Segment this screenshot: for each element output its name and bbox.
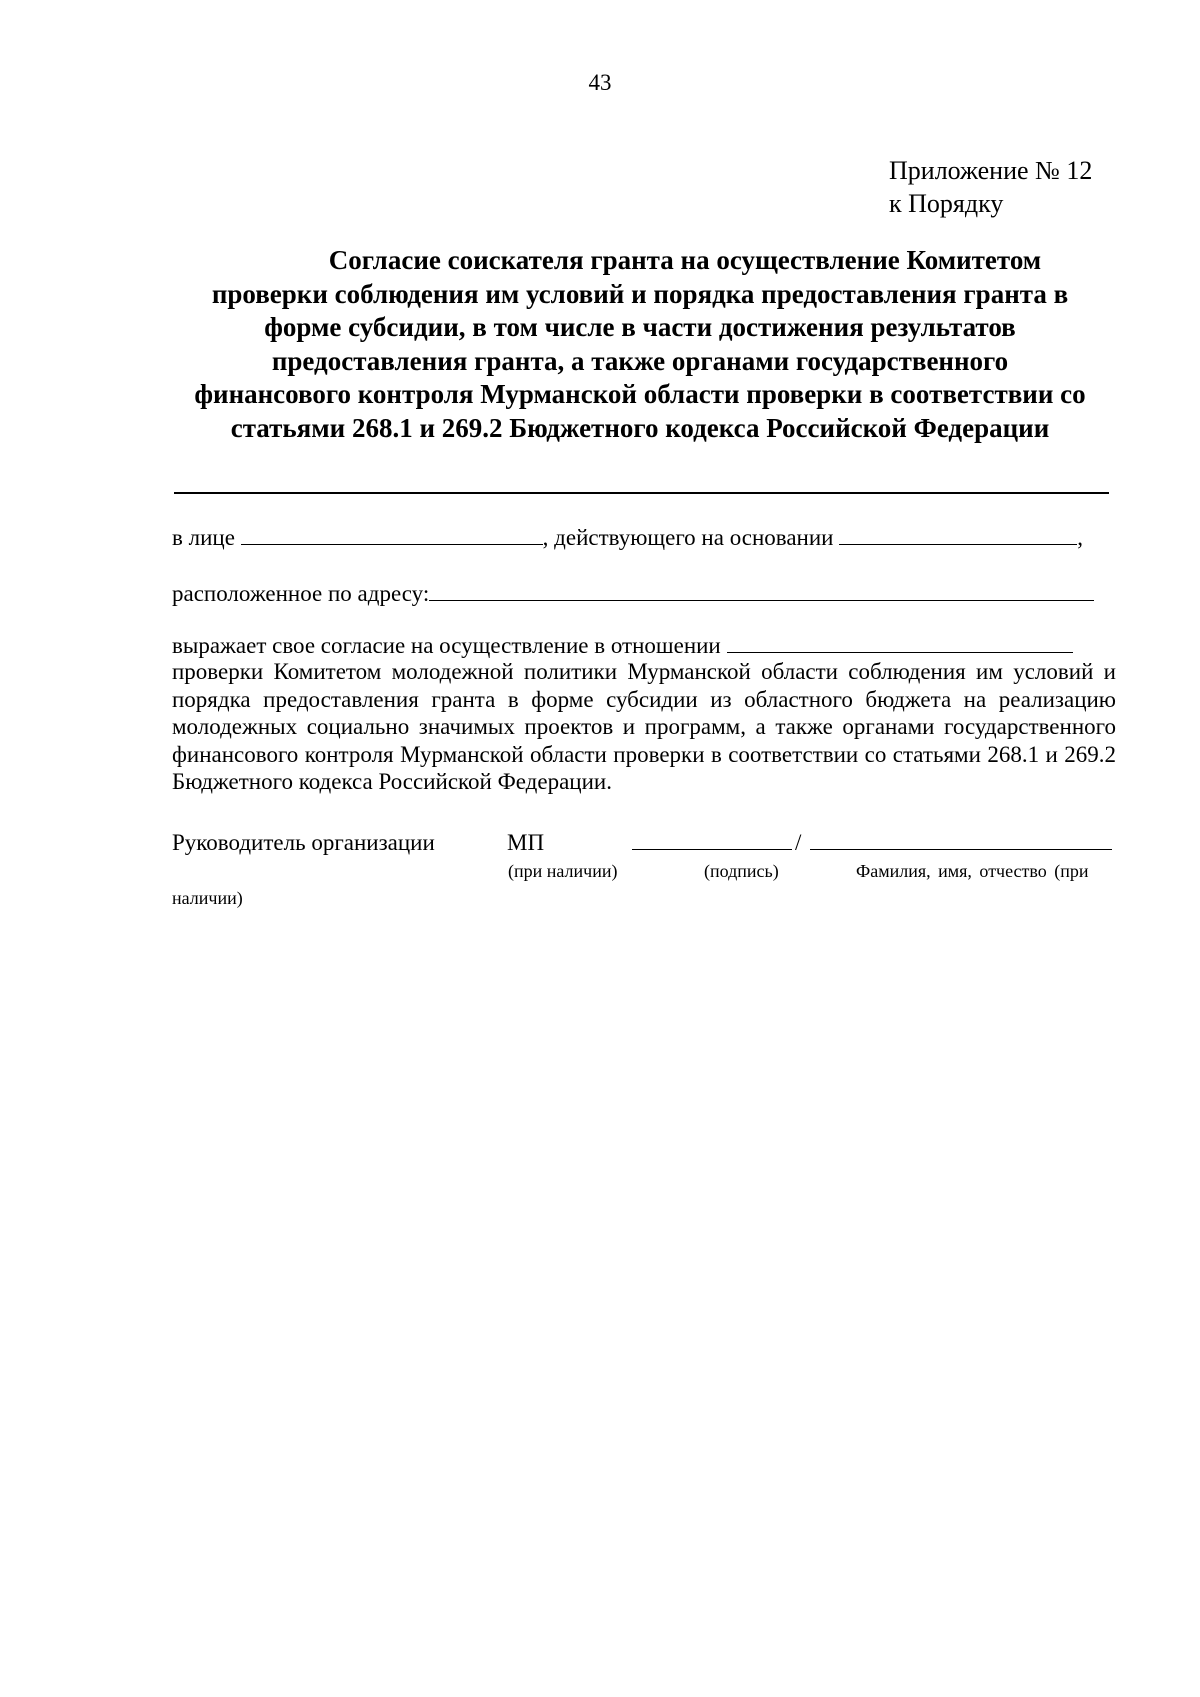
full-name-field[interactable] (810, 829, 1112, 850)
appendix-header (889, 154, 1092, 220)
stamp-note: (при наличии) (508, 861, 618, 881)
document-title (165, 244, 1115, 445)
full-name-note-continued: наличии) (172, 888, 243, 908)
title-line-6: статьями 268.1 и 269.2 Бюджетного кодекса Российской Федерации (230, 412, 1050, 443)
title-line-1: Согласие соискателя гранта на осуществление Комитетом (328, 245, 1042, 275)
page-number: 43 (588, 70, 612, 95)
consent-subject-field[interactable] (727, 632, 1073, 653)
appendix-reference: к Порядку (889, 189, 1004, 218)
organization-name-line[interactable] (174, 492, 1109, 494)
full-name-note: Фамилия, имя, отчество (при (856, 861, 1089, 881)
represented-by-row (172, 524, 1083, 551)
signature-field[interactable] (632, 829, 792, 850)
representative-name-field[interactable] (241, 524, 543, 545)
acting-basis-label: , действующего на основании (542, 525, 834, 550)
address-label: расположенное по адресу: (172, 581, 430, 606)
consent-intro-row (172, 632, 1073, 659)
acting-basis-field[interactable] (839, 524, 1077, 545)
title-line-4: предоставления гранта, а также органами государственного (271, 345, 1009, 376)
trailing-comma: , (1077, 525, 1083, 550)
stamp-label: МП (507, 830, 545, 855)
appendix-number: Приложение № 12 (889, 156, 1093, 185)
consent-text: проверки Комитетом молодежной политики Мурманской области соблюдения им условий и порядка предоставления гранта в форме субсидии из областного бюджета на реализацию молодежных социально значимых проектов и программ, а также органами государственного финансового контроля Мурманской области проверки в соответствии со статьями 268.1 и 269.2 Бюджетного кодекса Российской Федерации. (172, 659, 1116, 794)
signature-slash: / (795, 830, 802, 855)
title-line-3: форме субсидии, в том числе в части достижения результатов (264, 312, 1016, 342)
title-line-5: финансового контроля Мурманской области проверки в соответствии со (194, 379, 1086, 409)
consent-intro-label: выражает свое согласие на осуществление в отношении (172, 633, 721, 658)
represented-by-label: в лице (172, 525, 235, 550)
head-of-organization-label: Руководитель организации (172, 830, 435, 855)
address-row (172, 580, 1094, 607)
signature-note: (подпись) (704, 861, 779, 881)
address-field[interactable] (429, 580, 1094, 601)
title-line-2: проверки соблюдения им условий и порядка предоставления гранта в (211, 278, 1069, 309)
